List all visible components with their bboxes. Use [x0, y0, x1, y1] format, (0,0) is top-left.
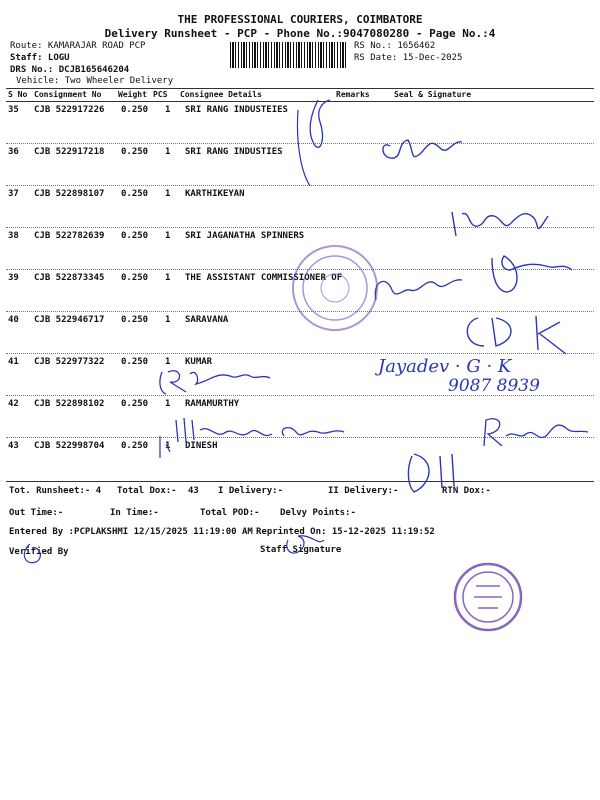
row-pcs: 1 — [165, 399, 171, 409]
row-consignment-no: CJB 522946717 — [34, 315, 105, 325]
round-stamp-row39 — [293, 246, 377, 330]
row-consignment-no: CJB 522977322 — [34, 357, 105, 367]
signature-row43 — [408, 454, 454, 492]
row-sno: 35 — [8, 105, 19, 115]
row-consignee: SRI RANG INDUSTEIES — [185, 105, 288, 115]
total-runsheet: Tot. Runsheet:- 4 — [9, 486, 102, 496]
signature-row36 — [383, 140, 462, 158]
signature-row39b — [492, 256, 572, 292]
signature-row41 — [160, 371, 270, 394]
total-dox-value: 43 — [188, 486, 199, 496]
signature-row35 — [310, 100, 330, 147]
row-consignee: KARTHIKEYAN — [185, 189, 245, 199]
handwritten-phone: 9087 8939 — [448, 376, 540, 396]
row-consignee: KUMAR — [185, 357, 213, 367]
total-dox-label: Total Dox:- — [117, 486, 177, 496]
route-label: Route: KAMARAJAR ROAD PCP — [10, 41, 146, 51]
ii-delivery: II Delivery:- — [328, 486, 399, 496]
row-consignment-no: CJB 522873345 — [34, 273, 105, 283]
col-weight: Weight — [118, 90, 147, 99]
row-pcs: 1 — [165, 441, 171, 451]
row-consignment-no: CJB 522782639 — [34, 231, 105, 241]
company-title: THE PROFESSIONAL COURIERS, COIMBATORE — [177, 13, 423, 26]
row-pcs: 1 — [165, 105, 171, 115]
row-pcs: 1 — [165, 357, 171, 367]
vehicle-label: Vehicle: Two Wheeler Delivery — [16, 76, 174, 86]
row-pcs: 1 — [165, 147, 171, 157]
rs-date: RS Date: 15-Dec-2025 — [354, 53, 463, 63]
entered-by: Entered By :PCPLAKSHMI 12/15/2025 11:19:00 AM — [9, 527, 253, 537]
rs-number: RS No.: 1656462 — [354, 41, 436, 51]
signature-row42 — [176, 418, 344, 442]
col-sno: S No — [8, 90, 28, 99]
in-time: In Time:- — [110, 508, 159, 518]
row-pcs: 1 — [165, 315, 171, 325]
out-time: Out Time:- — [9, 508, 64, 518]
row-sno: 43 — [8, 441, 19, 451]
row-consignee: SARAVANA — [185, 315, 229, 325]
rtn-dox: RTN Dox:- — [442, 486, 491, 496]
row-weight: 0.250 — [121, 105, 149, 115]
row-consignment-no: CJB 522898102 — [34, 399, 105, 409]
col-seal: Seal & Signature — [394, 90, 472, 99]
row-sno: 39 — [8, 273, 19, 283]
row-weight: 0.250 — [121, 441, 149, 451]
signature-row42-right — [484, 419, 588, 446]
row-consignment-no: CJB 522917226 — [34, 105, 105, 115]
row-sno: 36 — [8, 147, 19, 157]
total-pod: Total POD:- — [200, 508, 260, 518]
signature-row38 — [452, 212, 548, 236]
row-sno: 37 — [8, 189, 19, 199]
row-weight: 0.250 — [121, 357, 149, 367]
row-sno: 42 — [8, 399, 19, 409]
delvy-points: Delvy Points:- — [280, 508, 356, 518]
row-consignee: THE ASSISTANT COMMISSIONER OF — [185, 273, 343, 283]
col-consignment: Consignment No — [34, 90, 102, 99]
col-consignee: Consignee Details — [180, 90, 262, 99]
row-weight: 0.250 — [121, 273, 149, 283]
row-weight: 0.250 — [121, 315, 149, 325]
row-pcs: 1 — [165, 273, 171, 283]
row-pcs: 1 — [165, 189, 171, 199]
row-consignment-no: CJB 522917218 — [34, 147, 105, 157]
staff-signature: Staff Signature — [260, 545, 342, 555]
row-consignee: SRI JAGANATHA SPINNERS — [185, 231, 305, 241]
signature-row40 — [467, 316, 566, 354]
row-consignee: RAMAMURTHY — [185, 399, 240, 409]
verified-by: Verified By — [9, 547, 69, 557]
row-weight: 0.250 — [121, 231, 149, 241]
staff-signature-scribble — [287, 536, 324, 553]
row-weight: 0.250 — [121, 147, 149, 157]
reprinted-on: Reprinted On: 15-12-2025 11:19:52 — [256, 527, 435, 537]
row-consignment-no: CJB 522898107 — [34, 189, 105, 199]
col-pcs: PCS — [153, 90, 168, 99]
i-delivery: I Delivery:- — [218, 486, 284, 496]
row-consignee: DINESH — [185, 441, 218, 451]
staff-label: Staff: LOGU — [10, 53, 70, 63]
signature-row35b — [298, 110, 311, 186]
row-consignee: SRI RANG INDUSTIES — [185, 147, 283, 157]
row-weight: 0.250 — [121, 189, 149, 199]
row-sno: 38 — [8, 231, 19, 241]
row-weight: 0.250 — [121, 399, 149, 409]
round-stamp-bottom — [455, 564, 521, 630]
handwritten-contact-name: Jayadev · G · K — [378, 356, 512, 377]
col-remarks: Remarks — [336, 90, 370, 99]
row-sno: 41 — [8, 357, 19, 367]
runsheet-subtitle: Delivery Runsheet - PCP - Phone No.:9047080280 - Page No.:4 — [104, 27, 496, 40]
drs-label: DRS No.: DCJB165646204 — [10, 65, 130, 75]
verified-by-signature — [24, 544, 40, 563]
row-consignment-no: CJB 522998704 — [34, 441, 105, 451]
row-sno: 40 — [8, 315, 19, 325]
row-pcs: 1 — [165, 231, 171, 241]
signature-row39a — [375, 280, 462, 300]
signature-row43-mark — [160, 436, 170, 458]
